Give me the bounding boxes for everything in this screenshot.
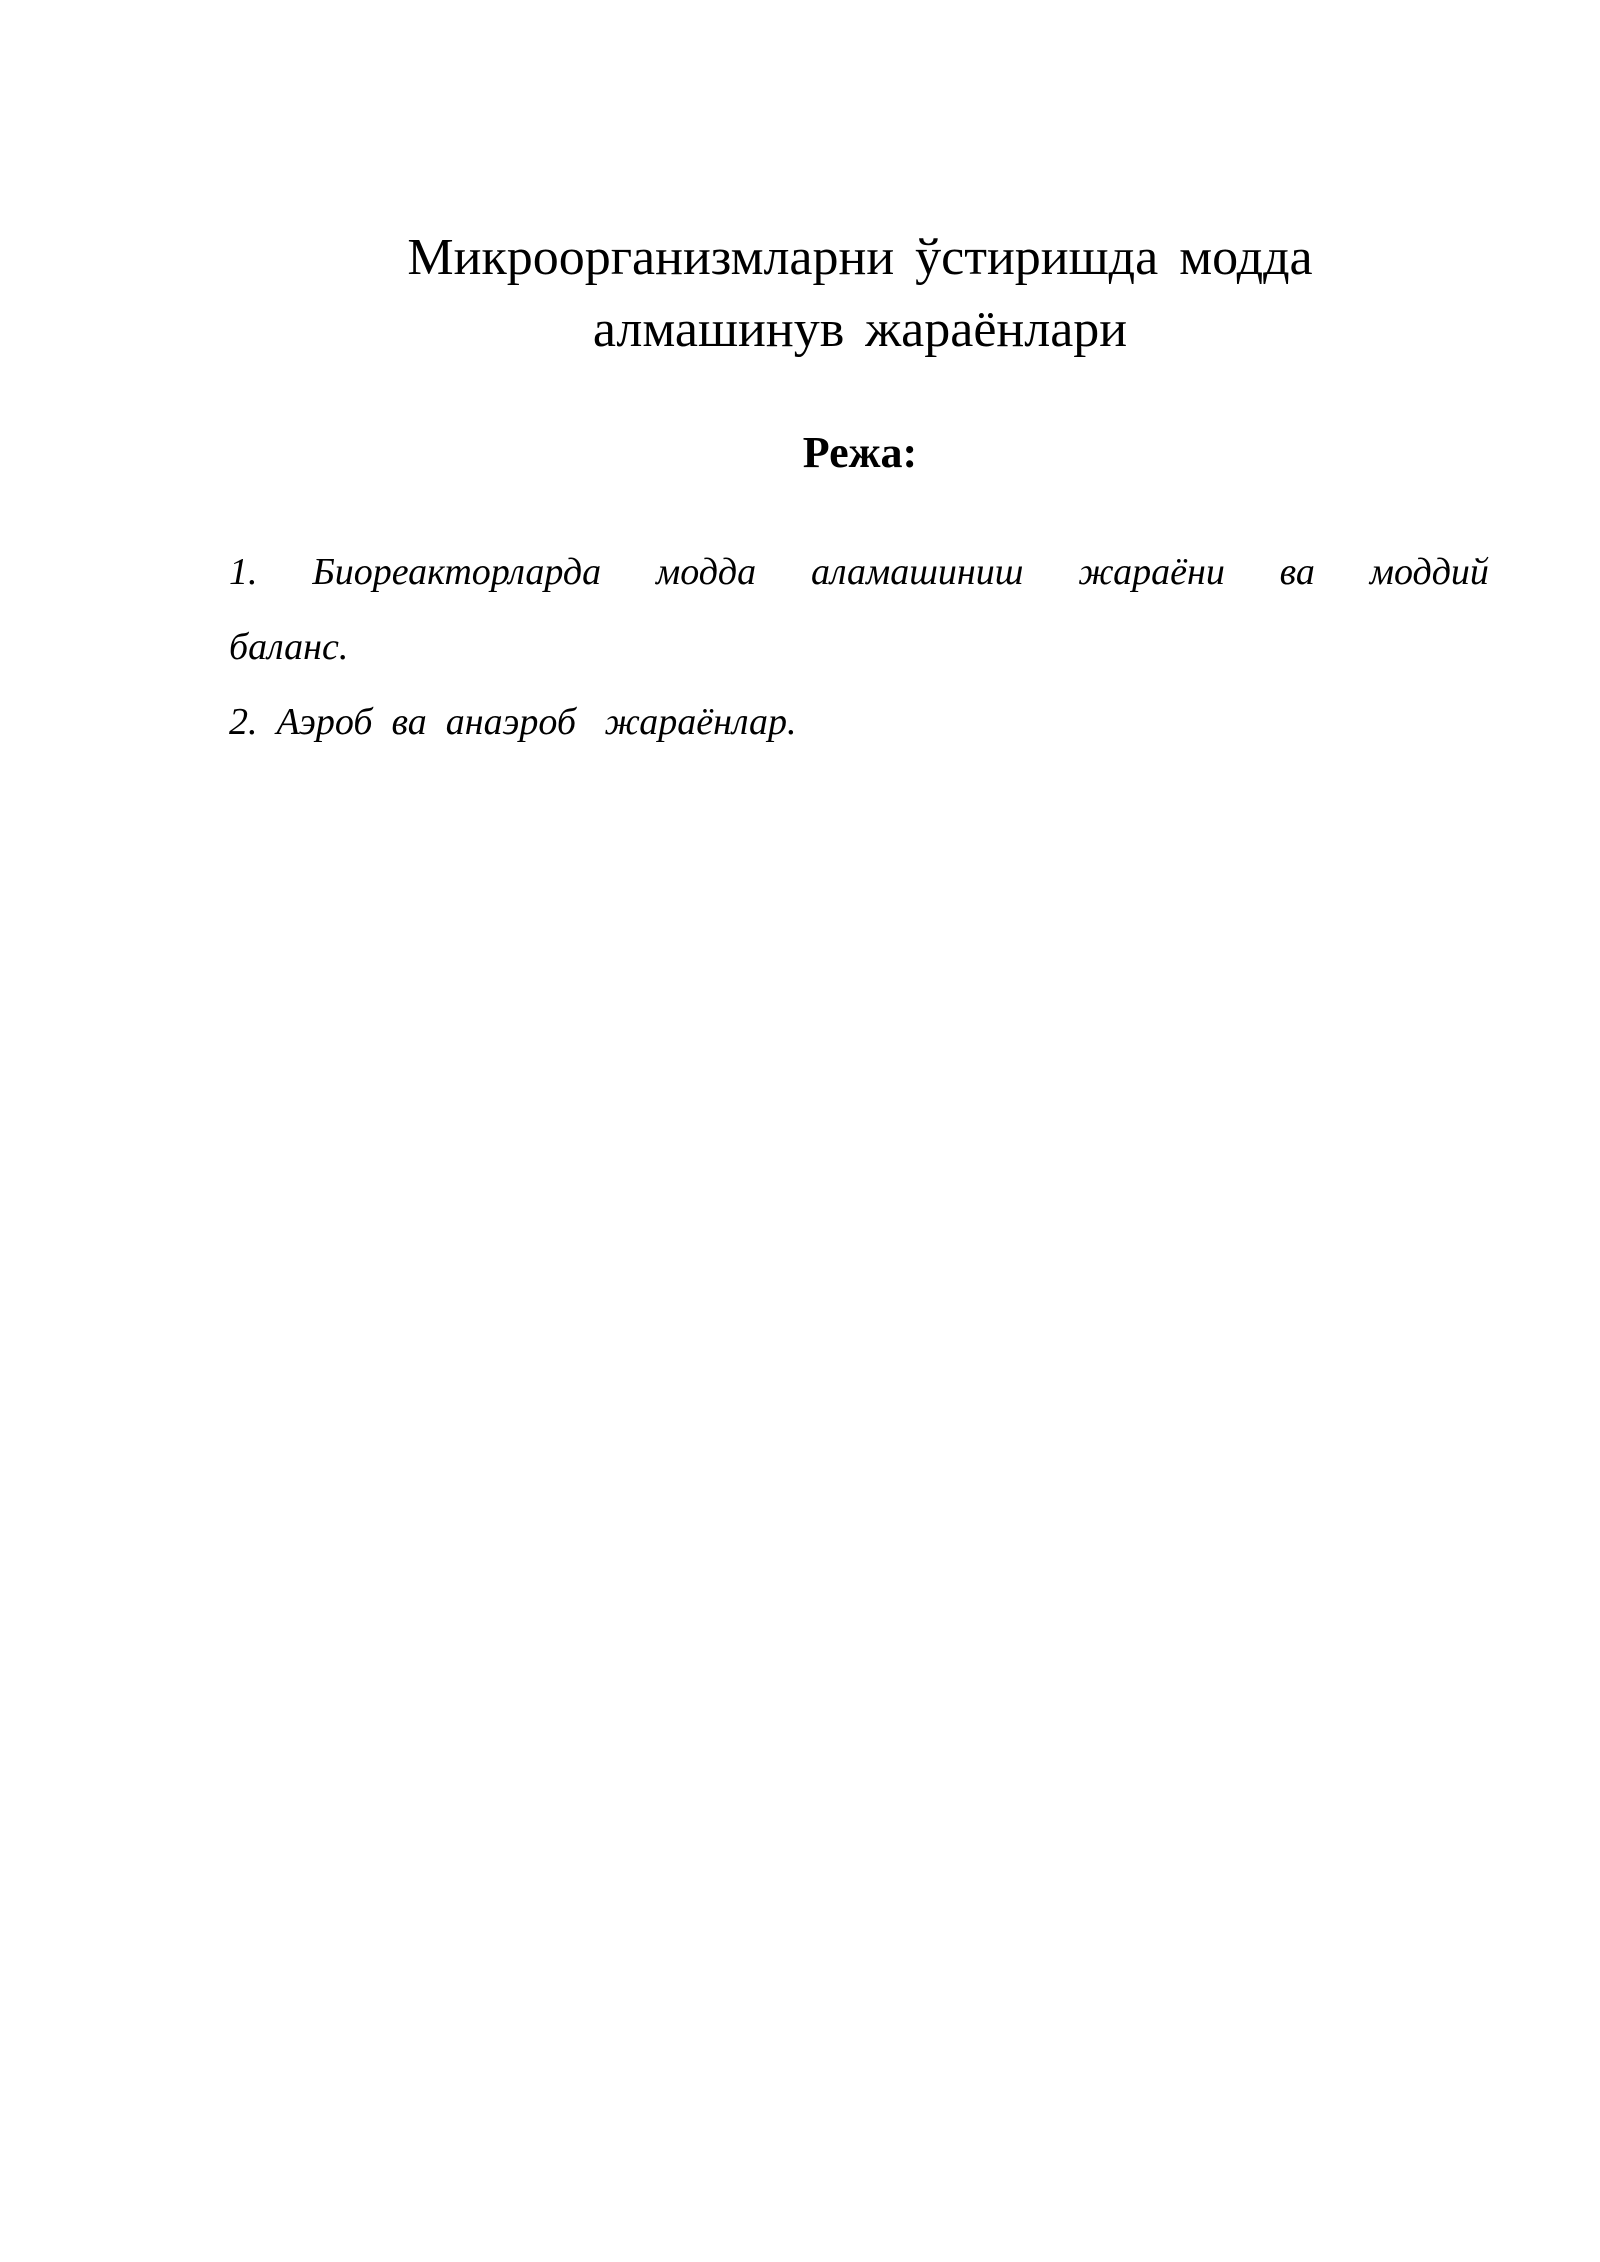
plan-item-1-word: жараёни	[1078, 551, 1225, 593]
plan-item-2	[229, 685, 1489, 760]
plan-item-1	[229, 535, 1489, 685]
plan-item-1-line-1	[229, 535, 1489, 610]
plan-heading: Режа:	[802, 428, 918, 477]
title-line-2: алмашинув жараёнлари	[592, 301, 1128, 358]
plan-item-1-line-2: баланс.	[229, 626, 349, 668]
title-line-1: Микроорганизмларни ўстиришда модда	[407, 229, 1313, 286]
plan-item-2-line-1: 2. Аэроб ва анаэроб жараёнлар.	[229, 701, 797, 743]
plan-item-1-word: моддий	[1369, 551, 1489, 593]
document-title	[260, 222, 1460, 366]
plan-item-1-word: Биореакторларда	[312, 551, 602, 593]
plan-item-1-word: модда	[655, 551, 757, 593]
plan-item-1-word: аламашиниш	[810, 551, 1024, 593]
plan-item-1-word: 1.	[229, 551, 258, 593]
plan-list	[229, 535, 1489, 760]
plan-item-1-word: ва	[1279, 551, 1315, 593]
